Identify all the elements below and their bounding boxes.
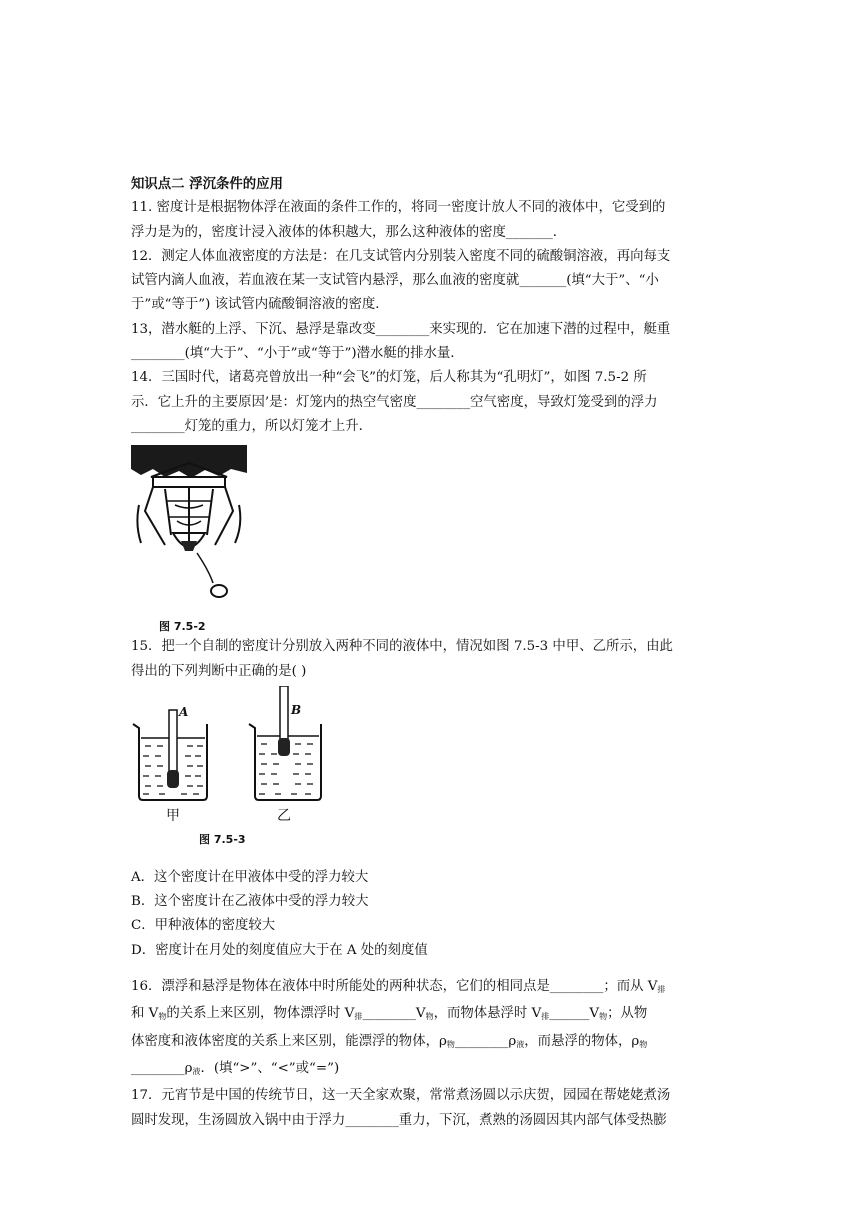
question-16 bbox=[131, 975, 731, 1084]
section-heading: 知识点二 浮沉条件的应用 bbox=[131, 176, 283, 192]
q16-text: ．(填“>”、“<”或“=”) bbox=[200, 1060, 340, 1076]
q15-line1: 15．把一个自制的密度计分别放入两种不同的液体中，情况如图 7.5-3 中甲、乙所示，由此 bbox=[131, 639, 673, 655]
kongming-lantern-illustration bbox=[131, 445, 247, 605]
figure-7-5-2-caption: 图 7.5-2 bbox=[159, 620, 206, 634]
figure-7-5-3-caption: 图 7.5-3 bbox=[199, 832, 246, 846]
q16-sub: 液 bbox=[192, 1066, 201, 1076]
figure-7-5-2 bbox=[131, 445, 731, 635]
q16-text: ；从物 bbox=[607, 1006, 648, 1022]
q16-sub: 液 bbox=[516, 1039, 525, 1049]
q16-sub: 物 bbox=[639, 1039, 648, 1049]
q16-sub: 排 bbox=[354, 1012, 363, 1022]
q16-sub: 物 bbox=[158, 1012, 167, 1022]
q17-line1: 17．元宵节是中国的传统节日，这一天全家欢聚，常常煮汤圆以示庆贺，园园在帮姥姥煮汤 bbox=[131, 1088, 671, 1104]
option-a: A．这个密度计在甲液体中受的浮力较大 bbox=[131, 869, 369, 885]
q16-line1 bbox=[131, 975, 731, 1002]
q16-line2 bbox=[131, 1002, 731, 1029]
option-c: C．甲种液体的密度较大 bbox=[131, 918, 276, 934]
question-17 bbox=[131, 1084, 731, 1133]
label-yi: 乙 bbox=[277, 807, 291, 824]
q16-sub: 物 bbox=[599, 1012, 608, 1022]
q13-line2: ________(填“大于”、“小于”或“等于”)潜水艇的排水量． bbox=[131, 346, 464, 362]
q12-line3: 于”或“等于”) 该试管内硫酸铜溶液的密度． bbox=[131, 297, 389, 313]
q16-sub: 物 bbox=[446, 1039, 455, 1049]
q16-line3 bbox=[131, 1030, 731, 1057]
figure-7-5-3 bbox=[131, 686, 731, 866]
q16-text: ________ρ bbox=[131, 1060, 193, 1076]
q16-text: ________ρ bbox=[454, 1033, 517, 1049]
q16-sub: 排 bbox=[657, 985, 666, 995]
option-d: D．密度计在月处的刻度值应大于在 A 处的刻度值 bbox=[131, 942, 428, 958]
q11-line2: 浮力是为的，密度计浸入液体的体积越大，那么这种液体的密度_______． bbox=[131, 224, 567, 240]
q16-sub: 物 bbox=[425, 1012, 434, 1022]
q16-text: 体密度和液体密度的关系上来区别，能漂浮的物体，ρ bbox=[131, 1033, 447, 1049]
q15-line2: 得出的下列判断中正确的是( ) bbox=[131, 663, 307, 679]
q11-line1: 11. 密度计是根据物体浮在液面的条件工作的，将同一密度计放人不同的液体中，它受到的 bbox=[131, 200, 666, 216]
label-b: B bbox=[291, 702, 302, 717]
question-11 bbox=[131, 196, 731, 245]
q14-line1: 14．三国时代，诸葛亮曾放出一种“会飞”的灯笼，后人称其为“孔明灯”，如图 7.5-2 所 bbox=[131, 370, 647, 386]
question-14 bbox=[131, 366, 731, 439]
q13-line1: 13，潜水艇的上浮、下沉、悬浮是靠改变________来实现的．它在加速下潜的过程中，艇重 bbox=[131, 321, 671, 337]
label-jia: 甲 bbox=[166, 807, 180, 824]
q14-line3: ________灯笼的重力，所以灯笼才上升． bbox=[131, 418, 373, 434]
q16-text: 和 V bbox=[131, 1006, 159, 1022]
q16-text: ________V bbox=[362, 1006, 426, 1022]
q14-line2: 示．它上升的主要原因’是：灯笼内的热空气密度________空气密度，导致灯笼受到的浮力 bbox=[131, 394, 658, 410]
q16-text: ，而物体悬浮时 V bbox=[433, 1006, 542, 1022]
question-13 bbox=[131, 318, 731, 367]
option-b: B．这个密度计在乙液体中受的浮力较大 bbox=[131, 894, 369, 910]
q12-line1: 12．测定人体血液密度的方法是：在几支试管内分别装入密度不同的硫酸铜溶液，再向每支 bbox=[131, 248, 671, 264]
q16-text: ______V bbox=[549, 1006, 600, 1022]
spacer bbox=[131, 963, 731, 975]
q15-options bbox=[131, 866, 731, 963]
q17-line2: 圆时发现，生汤圆放入锅中由于浮力________重力，下沉，煮熟的汤圆因其内部气体受热膨 bbox=[131, 1112, 667, 1128]
worksheet-content bbox=[131, 172, 731, 1133]
q16-text: 的关系上来区别，物体漂浮时 V bbox=[166, 1006, 355, 1022]
question-12 bbox=[131, 245, 731, 318]
question-15 bbox=[131, 635, 731, 684]
q16-text: 16．漂浮和悬浮是物体在液体中时所能处的两种状态，它们的相同点是________；而从 V bbox=[131, 979, 658, 995]
q12-line2: 试管内滴人血液，若血液在某一支试管内悬浮，那么血液的密度就_______(填“大于”、“小 bbox=[131, 273, 659, 289]
q16-text: ，而悬浮的物体，ρ bbox=[524, 1033, 640, 1049]
q16-line4 bbox=[131, 1057, 731, 1084]
label-a: A bbox=[179, 704, 189, 719]
q16-sub: 排 bbox=[541, 1012, 550, 1022]
hydrometer-beakers-illustration bbox=[131, 686, 331, 816]
